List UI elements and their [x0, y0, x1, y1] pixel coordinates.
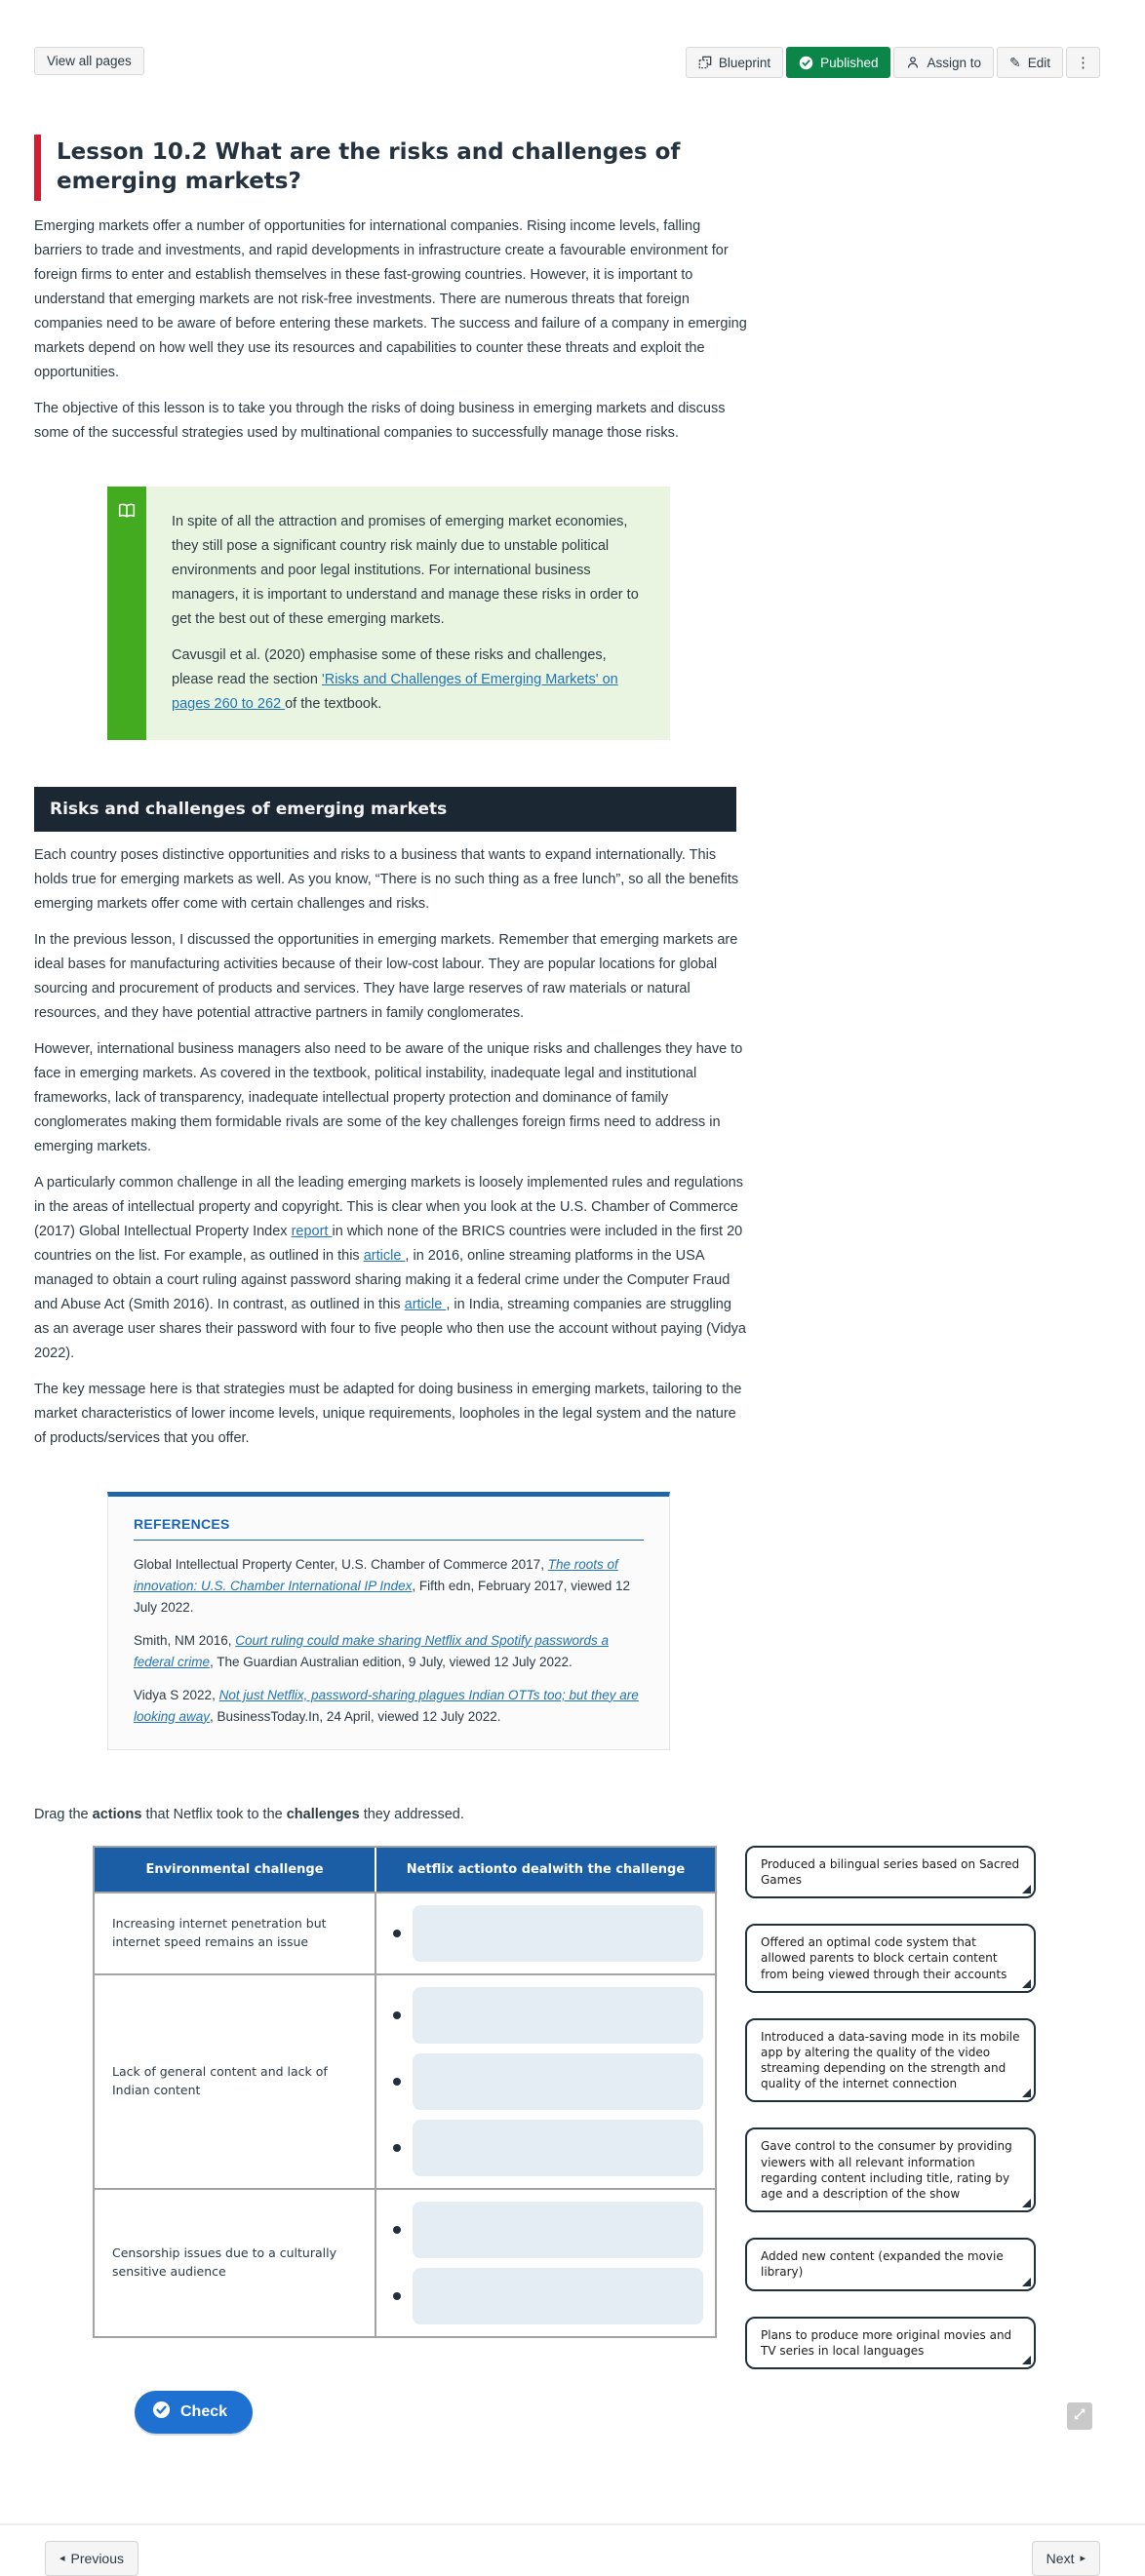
- chevron-right-icon: ▸: [1080, 2553, 1086, 2565]
- inline-link[interactable]: 'Risks and Challenges of Emerging Markets' on pages 260 to 262: [172, 671, 618, 712]
- pencil-icon: ✎: [1009, 55, 1021, 70]
- toolbar: [0, 0, 1145, 78]
- slot-row: [388, 2268, 703, 2324]
- drag-drop-activity: [93, 1846, 1036, 2369]
- inline-link[interactable]: Court ruling could make sharing Netflix and Spotify passwords a federal crime: [134, 1632, 609, 1669]
- slot-row: [388, 1987, 703, 2044]
- open-book-icon: [116, 500, 138, 740]
- edit-button[interactable]: [997, 47, 1063, 78]
- reference-entry: Vidya S 2022, Not just Netflix, password-sharing plagues Indian OTTs too; but they are looking away, BusinessToday.In, 24 April, viewed 12 July 2022.: [134, 1687, 639, 1724]
- bullet-icon: [393, 1930, 401, 1937]
- bullet-icon: [393, 2144, 401, 2152]
- bullet-icon: [393, 2292, 401, 2300]
- expand-arrows-icon: [1072, 2406, 1087, 2425]
- person-icon: [906, 56, 920, 69]
- drop-zone[interactable]: [413, 2053, 703, 2110]
- inline-link[interactable]: report: [291, 1223, 333, 1239]
- reference-entry: Smith, NM 2016, Court ruling could make sharing Netflix and Spotify passwords a federal crime, The Guardian Australian edition, 9 July, viewed 12 July 2022.: [134, 1632, 609, 1669]
- actions-cell: [375, 1975, 715, 2188]
- paragraph-intro-2: The objective of this lesson is to take you through the risks of doing business in emerging markets and discuss some of the successful strategies used by multinational companies to successfully manage those risks.: [34, 400, 726, 441]
- activity-table-header: [95, 1848, 715, 1892]
- published-label: Published: [820, 55, 879, 70]
- check-row: [135, 2391, 1111, 2434]
- next-label: Next: [1046, 2550, 1075, 2566]
- challenge-cell: Increasing internet penetration but internet speed remains an issue: [112, 1916, 327, 1949]
- paragraph-3: Each country poses distinctive opportunities and risks to a business that wants to expand internationally. This holds true for emerging markets as well. As you know, “There is no such thing as a free lunch”, so all the benefits emerging markets offer come with certain challenges and risks.: [34, 846, 739, 912]
- drop-zone[interactable]: [413, 1987, 703, 2044]
- drag-card-label: Added new content (expanded the movie library): [761, 2249, 1004, 2280]
- slot-row: [388, 2120, 703, 2176]
- assign-to-button[interactable]: [893, 47, 994, 78]
- drag-card[interactable]: [745, 2317, 1036, 2369]
- bullet-icon: [393, 2078, 401, 2086]
- assign-to-label: Assign to: [927, 55, 981, 70]
- drop-zone[interactable]: [413, 1905, 703, 1962]
- callout-paragraph-2: Cavusgil et al. (2020) emphasise some of these risks and challenges, please read the section 'Risks and Challenges of Emerging Markets' on pages 260 to 262 of the textbook.: [172, 646, 618, 712]
- check-button[interactable]: [135, 2391, 253, 2434]
- published-button[interactable]: [786, 47, 890, 78]
- paragraph-6: A particularly common challenge in all the leading emerging markets is loosely implemented rules and regulations in the areas of intellectual property and copyright. This is clear when you look at the U.S. Chamber of Commerce (2017) Global Intellectual Property Index report in which none of the BRICS countries were included in the first 20 countries on the list. For example, as outlined in this article , in 2016, online streaming platforms in the USA managed to obtain a court ruling against password sharing making it a federal crime under the Computer Fraud and Abuse Act (Smith 2016). In contrast, as outlined in this article , in India, streaming companies are struggling as an average user shares their password with four to five people who then use the account without paying (Vidya 2022).: [34, 1174, 746, 1361]
- paragraph-5: However, international business managers also need to be aware of the unique risks and challenges they have to face in emerging markets. As covered in the textbook, political instability, inadequate legal and institutional frameworks, lack of transparency, inadequate intellectual property protection and dominance of family conglomerates making them formidable rivals are some of the key challenges foreign firms need to address in emerging markets.: [34, 1040, 743, 1154]
- bold-text: actions: [92, 1806, 142, 1822]
- references-list: [134, 1554, 644, 1728]
- drag-card-label: Plans to produce more original movies and TV series in local languages: [761, 2327, 1012, 2358]
- column-header-challenge: Environmental challenge: [145, 1861, 324, 1877]
- callout-accent-bar: [107, 487, 146, 740]
- activity-table-body: [95, 1892, 715, 2336]
- drag-handle-fold-icon: [1022, 2088, 1031, 2097]
- drag-cards-column: [745, 1846, 1036, 2369]
- inline-link[interactable]: Not just Netflix, password-sharing plagues Indian OTTs too; but they are looking away: [134, 1687, 639, 1724]
- fullscreen-expand-button[interactable]: [1067, 2402, 1092, 2430]
- slot-row: [388, 2053, 703, 2110]
- toolbar-actions: [686, 47, 1100, 78]
- drag-card[interactable]: [745, 2238, 1036, 2290]
- references-divider: [134, 1540, 644, 1541]
- activity-instruction: Drag the actions that Netflix took to the challenges they addressed.: [34, 1806, 464, 1822]
- paragraph-7: The key message here is that strategies must be adapted for doing business in emerging markets, tailoring to the market characteristics of lower income levels, unique requirements, loopholes in the legal system and the nature of products/services that you offer.: [34, 1381, 742, 1446]
- drag-handle-fold-icon: [1022, 1979, 1031, 1988]
- drag-card[interactable]: [745, 1846, 1036, 1898]
- references-title: REFERENCES: [134, 1515, 230, 1532]
- drag-card[interactable]: [745, 2018, 1036, 2103]
- more-options-button[interactable]: ⋮: [1066, 47, 1100, 78]
- column-header-action: Netflix actionto dealwith the challenge: [375, 1848, 715, 1892]
- section-banner: Risks and challenges of emerging markets: [34, 787, 736, 832]
- bullet-icon: [393, 2011, 401, 2019]
- drop-zone[interactable]: [413, 2202, 703, 2258]
- actions-cell: [375, 1893, 715, 1973]
- table-row: [95, 1973, 715, 2188]
- callout-paragraph-1: In spite of all the attraction and promises of emerging market economies, they still pose a significant country risk mainly due to unstable political environments and poor legal institutions. For international business managers, it is important to understand and manage these risks in order to get the best out of these emerging markets.: [172, 513, 639, 627]
- paragraph-4: In the previous lesson, I discussed the opportunities in emerging markets. Remember that emerging markets are ideal bases for manufacturing activities because of their low-cost labour. They are popular locations for global sourcing and procurement of products and services. They have large reserves of raw materials or natural resources, and they have potential attractive partners in family conglomerates.: [34, 931, 738, 1021]
- blueprint-icon: [698, 56, 712, 69]
- blueprint-button[interactable]: [686, 47, 783, 78]
- challenge-cell: Lack of general content and lack of Indian content: [112, 2064, 328, 2097]
- paragraph-intro-1: Emerging markets offer a number of opportunities for international companies. Rising income levels, falling barriers to trade and investments, and rapid developments in infrastructure create a favourable environment for foreign firms to enter and establish themselves in these fast-growing countries. However, it is important to understand that emerging markets are not risk-free investments. There are numerous threats that foreign companies need to be aware of before entering these markets. The success and failure of a company in emerging markets depend on how well they use its resources and capabilities to counter these threats and exploit the opportunities.: [34, 217, 747, 380]
- activity-table: [93, 1846, 717, 2338]
- previous-button[interactable]: [45, 2541, 138, 2576]
- reference-entry: Global Intellectual Property Center, U.S. Chamber of Commerce 2017, The roots of innovation: U.S. Chamber International IP Index, Fifth edn, February 2017, viewed 12 July 2022.: [134, 1556, 631, 1615]
- previous-label: Previous: [70, 2550, 124, 2566]
- next-button[interactable]: [1032, 2541, 1100, 2576]
- drag-handle-fold-icon: [1022, 2278, 1031, 2286]
- inline-link[interactable]: The roots of innovation: U.S. Chamber International IP Index: [134, 1556, 618, 1593]
- inline-link[interactable]: article: [363, 1247, 406, 1264]
- inline-link[interactable]: article: [404, 1296, 447, 1312]
- drag-card[interactable]: [745, 2127, 1036, 2212]
- edit-label: Edit: [1027, 55, 1050, 70]
- drag-handle-fold-icon: [1022, 1885, 1031, 1893]
- slot-row: [388, 1905, 703, 1962]
- table-row: [95, 2188, 715, 2336]
- chevron-left-icon: ◂: [59, 2553, 65, 2565]
- callout-body: [146, 487, 670, 740]
- check-circle-icon: [799, 56, 813, 70]
- drag-card-label: Introduced a data-saving mode in its mobile app by altering the quality of the video streaming depending on the strength and quality of the internet connection: [761, 2029, 1020, 2091]
- challenge-cell: Censorship issues due to a culturally sensitive audience: [112, 2245, 336, 2279]
- lesson-content: [0, 135, 1145, 2434]
- drop-zone[interactable]: [413, 2120, 703, 2176]
- drag-handle-fold-icon: [1022, 2199, 1031, 2207]
- actions-cell: [375, 2190, 715, 2336]
- drop-zone[interactable]: [413, 2268, 703, 2324]
- drag-card-label: Produced a bilingual series based on Sacred Games: [761, 1856, 1020, 1887]
- footer-navigation: [0, 2525, 1145, 2576]
- blueprint-label: Blueprint: [718, 55, 771, 70]
- drag-card[interactable]: [745, 1924, 1036, 1993]
- page-title: Lesson 10.2 What are the risks and challenges of emerging markets?: [34, 135, 746, 201]
- table-row: [95, 1892, 715, 1973]
- bold-text: challenges: [286, 1806, 360, 1822]
- bullet-icon: [393, 2226, 401, 2234]
- drag-handle-fold-icon: [1022, 2356, 1031, 2364]
- view-all-pages-button[interactable]: View all pages: [34, 47, 144, 75]
- references-box: [107, 1492, 670, 1750]
- check-circle-icon: [152, 2400, 171, 2424]
- check-button-label: Check: [180, 2402, 228, 2420]
- drag-card-label: Gave control to the consumer by providing viewers with all relevant information regarding content including title, rating by age and a description of the show: [761, 2139, 1012, 2202]
- slot-row: [388, 2202, 703, 2258]
- drag-card-label: Offered an optimal code system that allowed parents to block certain content from being viewed through their accounts: [761, 1935, 1007, 1981]
- reading-callout: [107, 487, 670, 740]
